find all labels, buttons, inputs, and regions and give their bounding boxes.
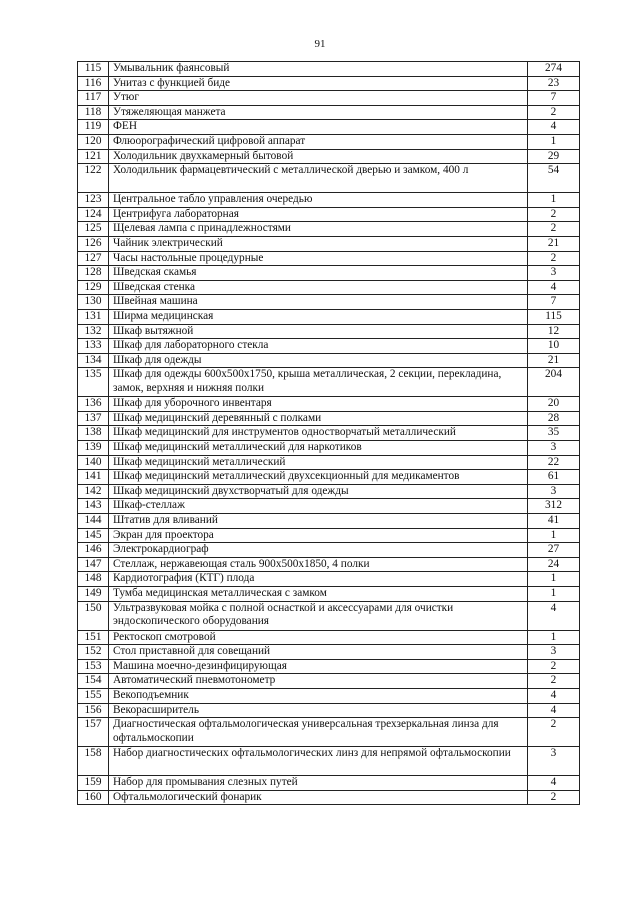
item-quantity: 28	[528, 411, 580, 426]
item-name: Кардиотография (КТГ) плода	[109, 572, 528, 587]
item-name: Шкаф медицинский деревянный с полками	[109, 411, 528, 426]
item-name: Швейная машина	[109, 295, 528, 310]
table-row	[78, 688, 580, 703]
item-quantity: 10	[528, 339, 580, 354]
row-number: 123	[78, 193, 109, 208]
item-name: Стол приставной для совещаний	[109, 645, 528, 660]
row-number: 156	[78, 703, 109, 718]
item-name: Ширма медицинская	[109, 309, 528, 324]
item-quantity: 54	[528, 164, 580, 193]
item-quantity: 312	[528, 499, 580, 514]
table-row	[78, 601, 580, 630]
item-name: Тумба медицинская металлическая с замком	[109, 587, 528, 602]
item-name: Электрокардиограф	[109, 543, 528, 558]
table-row	[78, 324, 580, 339]
table-row	[78, 747, 580, 776]
table-row	[78, 426, 580, 441]
item-quantity: 2	[528, 207, 580, 222]
row-number: 158	[78, 747, 109, 776]
item-quantity: 61	[528, 470, 580, 485]
item-quantity: 4	[528, 601, 580, 630]
item-quantity: 41	[528, 514, 580, 529]
table-row	[78, 411, 580, 426]
equipment-table	[77, 61, 580, 805]
item-name: Векорасширитель	[109, 703, 528, 718]
row-number: 125	[78, 222, 109, 237]
row-number: 153	[78, 659, 109, 674]
table-row	[78, 514, 580, 529]
row-number: 131	[78, 309, 109, 324]
table-row	[78, 776, 580, 791]
table-row	[78, 236, 580, 251]
item-name: Умывальник фаянсовый	[109, 62, 528, 77]
table-row	[78, 207, 580, 222]
table-row	[78, 295, 580, 310]
row-number: 150	[78, 601, 109, 630]
table-row	[78, 193, 580, 208]
item-name: Векоподъемник	[109, 688, 528, 703]
item-name: Унитаз с функцией биде	[109, 76, 528, 91]
item-quantity: 2	[528, 105, 580, 120]
table-row	[78, 557, 580, 572]
item-name: Утюг	[109, 91, 528, 106]
item-name: Шкаф медицинский металлический двухсекционный для медикаментов	[109, 470, 528, 485]
item-quantity: 2	[528, 222, 580, 237]
row-number: 134	[78, 353, 109, 368]
item-name: Холодильник двухкамерный бытовой	[109, 149, 528, 164]
table-row	[78, 674, 580, 689]
item-name: Шведская стенка	[109, 280, 528, 295]
row-number: 132	[78, 324, 109, 339]
item-name: Стеллаж, нержавеющая сталь 900х500х1850, 4 полки	[109, 557, 528, 572]
item-quantity: 2	[528, 659, 580, 674]
item-name: Машина моечно-дезинфицирующая	[109, 659, 528, 674]
item-name: Шкаф для лабораторного стекла	[109, 339, 528, 354]
table-row	[78, 397, 580, 412]
row-number: 148	[78, 572, 109, 587]
row-number: 117	[78, 91, 109, 106]
item-quantity: 21	[528, 236, 580, 251]
item-quantity: 3	[528, 441, 580, 456]
item-quantity: 22	[528, 455, 580, 470]
item-name: Центральное табло управления очередью	[109, 193, 528, 208]
table-row	[78, 630, 580, 645]
item-quantity: 23	[528, 76, 580, 91]
table-row	[78, 164, 580, 193]
row-number: 141	[78, 470, 109, 485]
item-quantity: 2	[528, 790, 580, 805]
table-row	[78, 484, 580, 499]
item-name: Набор диагностических офтальмологических линз для непрямой офтальмоскопии	[109, 747, 528, 776]
table-row	[78, 718, 580, 747]
row-number: 116	[78, 76, 109, 91]
item-quantity: 2	[528, 674, 580, 689]
item-quantity: 12	[528, 324, 580, 339]
row-number: 121	[78, 149, 109, 164]
row-number: 135	[78, 368, 109, 397]
item-quantity: 1	[528, 630, 580, 645]
table-row	[78, 353, 580, 368]
row-number: 145	[78, 528, 109, 543]
row-number: 127	[78, 251, 109, 266]
row-number: 152	[78, 645, 109, 660]
row-number: 115	[78, 62, 109, 77]
row-number: 136	[78, 397, 109, 412]
item-name: Шкаф-стеллаж	[109, 499, 528, 514]
item-quantity: 20	[528, 397, 580, 412]
item-quantity: 115	[528, 309, 580, 324]
item-name: Шкаф для одежды	[109, 353, 528, 368]
item-quantity: 1	[528, 193, 580, 208]
item-name: Шведская скамья	[109, 266, 528, 281]
item-quantity: 274	[528, 62, 580, 77]
row-number: 160	[78, 790, 109, 805]
item-quantity: 3	[528, 484, 580, 499]
row-number: 149	[78, 587, 109, 602]
row-number: 124	[78, 207, 109, 222]
page-number: 91	[314, 38, 326, 50]
item-name: Утяжеляющая манжета	[109, 105, 528, 120]
item-quantity: 7	[528, 91, 580, 106]
row-number: 118	[78, 105, 109, 120]
row-number: 126	[78, 236, 109, 251]
item-quantity: 4	[528, 703, 580, 718]
item-quantity: 4	[528, 776, 580, 791]
row-number: 143	[78, 499, 109, 514]
item-name: Часы настольные процедурные	[109, 251, 528, 266]
row-number: 151	[78, 630, 109, 645]
item-name: Экран для проектора	[109, 528, 528, 543]
item-quantity: 3	[528, 645, 580, 660]
table-row	[78, 280, 580, 295]
table-row	[78, 368, 580, 397]
table-row	[78, 62, 580, 77]
table-row	[78, 309, 580, 324]
row-number: 120	[78, 134, 109, 149]
item-quantity: 4	[528, 120, 580, 135]
table-row	[78, 266, 580, 281]
table-row	[78, 470, 580, 485]
table-row	[78, 572, 580, 587]
item-quantity: 35	[528, 426, 580, 441]
table-row	[78, 134, 580, 149]
item-name: Ректоскоп смотровой	[109, 630, 528, 645]
table-row	[78, 499, 580, 514]
item-quantity: 4	[528, 280, 580, 295]
item-quantity: 27	[528, 543, 580, 558]
row-number: 138	[78, 426, 109, 441]
item-name: ФЕН	[109, 120, 528, 135]
item-quantity: 4	[528, 688, 580, 703]
item-name: Флюорографический цифровой аппарат	[109, 134, 528, 149]
row-number: 133	[78, 339, 109, 354]
item-quantity: 2	[528, 251, 580, 266]
item-name: Набор для промывания слезных путей	[109, 776, 528, 791]
item-quantity: 7	[528, 295, 580, 310]
table-row	[78, 645, 580, 660]
row-number: 146	[78, 543, 109, 558]
item-name: Диагностическая офтальмологическая универсальная трехзеркальная линза для офтальмоскопии	[109, 718, 528, 747]
table-row	[78, 120, 580, 135]
table-row	[78, 91, 580, 106]
item-quantity: 1	[528, 134, 580, 149]
item-name: Чайник электрический	[109, 236, 528, 251]
table-row	[78, 790, 580, 805]
item-quantity: 29	[528, 149, 580, 164]
item-name: Щелевая лампа с принадлежностями	[109, 222, 528, 237]
row-number: 154	[78, 674, 109, 689]
item-name: Шкаф для одежды 600х500х1750, крыша металлическая, 2 секции, перекладина, замок, верхняя и нижняя полки	[109, 368, 528, 397]
row-number: 142	[78, 484, 109, 499]
item-quantity: 3	[528, 747, 580, 776]
table-row	[78, 441, 580, 456]
item-quantity: 1	[528, 572, 580, 587]
row-number: 128	[78, 266, 109, 281]
item-quantity: 1	[528, 528, 580, 543]
item-quantity: 204	[528, 368, 580, 397]
row-number: 137	[78, 411, 109, 426]
row-number: 144	[78, 514, 109, 529]
item-name: Офтальмологический фонарик	[109, 790, 528, 805]
item-name: Шкаф медицинский для инструментов одностворчатый металлический	[109, 426, 528, 441]
table-row	[78, 455, 580, 470]
item-quantity: 3	[528, 266, 580, 281]
item-name: Штатив для вливаний	[109, 514, 528, 529]
item-name: Шкаф для уборочного инвентаря	[109, 397, 528, 412]
item-name: Шкаф вытяжной	[109, 324, 528, 339]
row-number: 129	[78, 280, 109, 295]
row-number: 119	[78, 120, 109, 135]
table-row	[78, 105, 580, 120]
table-row	[78, 76, 580, 91]
row-number: 155	[78, 688, 109, 703]
item-quantity: 1	[528, 587, 580, 602]
equipment-table-body	[78, 62, 580, 805]
table-row	[78, 222, 580, 237]
item-name: Холодильник фармацевтический с металлической дверью и замком, 400 л	[109, 164, 528, 193]
table-row	[78, 339, 580, 354]
row-number: 130	[78, 295, 109, 310]
item-quantity: 21	[528, 353, 580, 368]
table-row	[78, 543, 580, 558]
item-name: Автоматический пневмотонометр	[109, 674, 528, 689]
row-number: 139	[78, 441, 109, 456]
table-row	[78, 703, 580, 718]
table-row	[78, 587, 580, 602]
row-number: 122	[78, 164, 109, 193]
row-number: 157	[78, 718, 109, 747]
item-name: Шкаф медицинский металлический для наркотиков	[109, 441, 528, 456]
item-name: Ультразвуковая мойка с полной оснасткой и аксессуарами для очистки эндоскопического оборудования	[109, 601, 528, 630]
row-number: 159	[78, 776, 109, 791]
item-name: Шкаф медицинский металлический	[109, 455, 528, 470]
table-row	[78, 659, 580, 674]
table-row	[78, 149, 580, 164]
table-row	[78, 251, 580, 266]
item-quantity: 2	[528, 718, 580, 747]
item-name: Шкаф медицинский двухстворчатый для одежды	[109, 484, 528, 499]
item-name: Центрифуга лабораторная	[109, 207, 528, 222]
table-row	[78, 528, 580, 543]
item-quantity: 24	[528, 557, 580, 572]
row-number: 147	[78, 557, 109, 572]
row-number: 140	[78, 455, 109, 470]
